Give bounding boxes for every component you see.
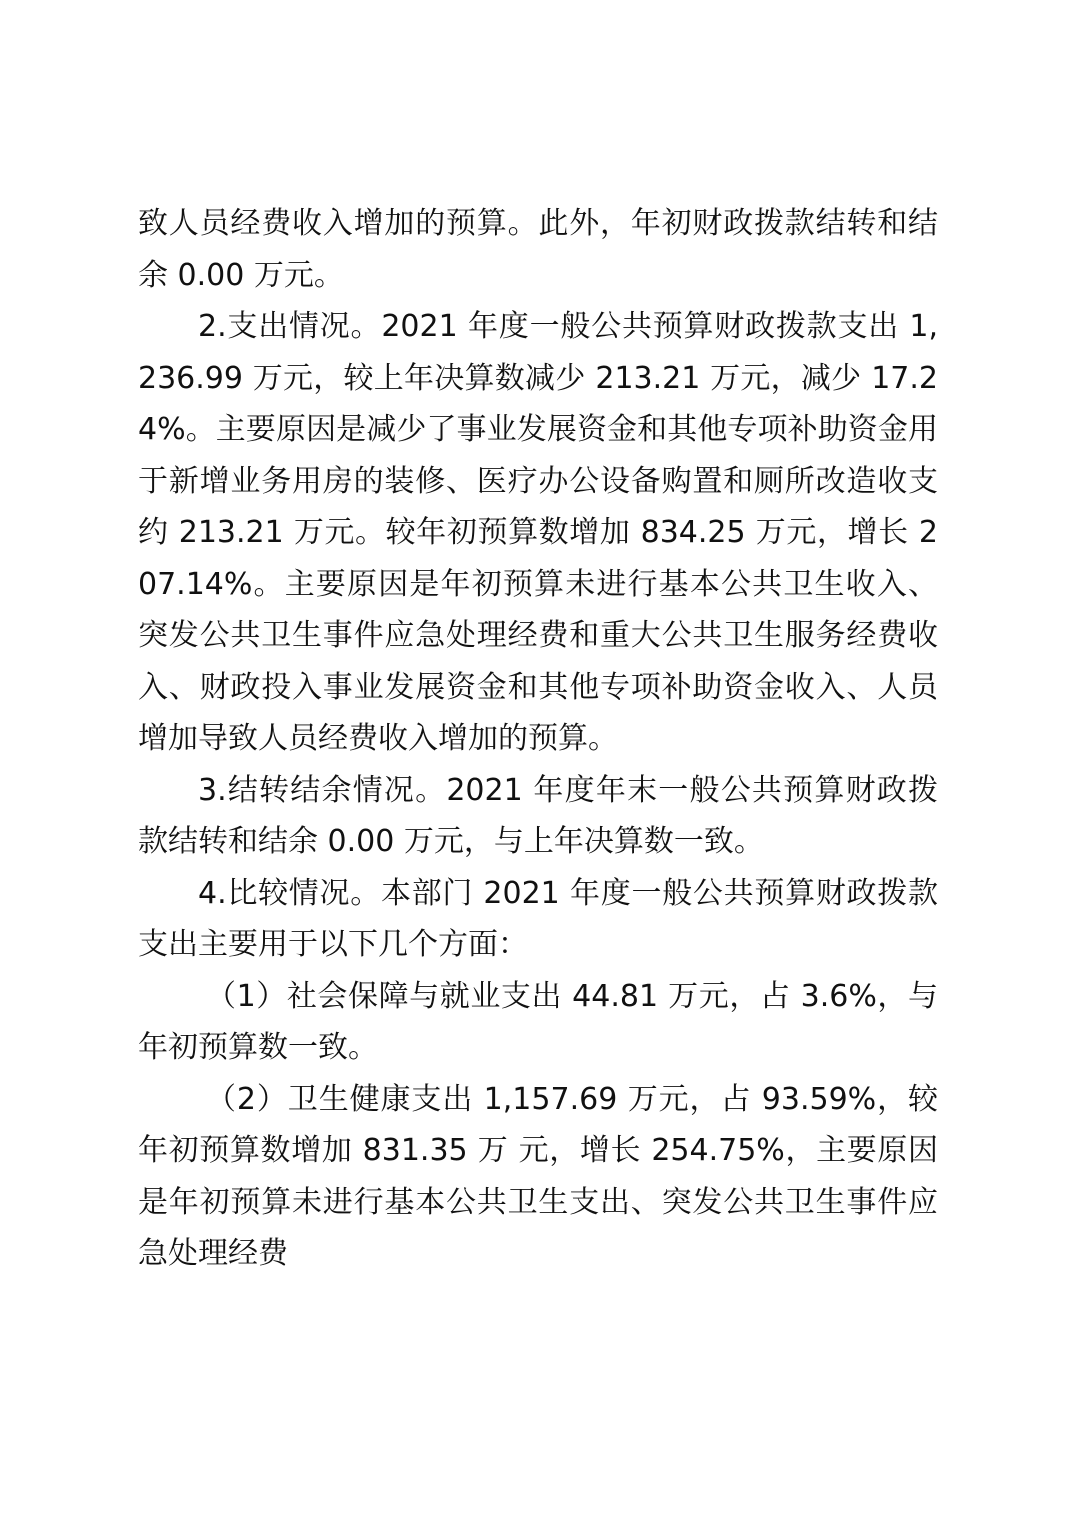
paragraph-item-1: （1）社会保障与就业支出 44.81 万元，占 3.6%，与年初预算数一致。 (138, 978, 938, 1065)
paragraph-expenditure: 2.支出情况。2021 年度一般公共预算财政拨款支出 1,236.99 万元，较上年决算数减少 213.21 万元，减少 17.24%。主要原因是减少了事业发展资金和其他专项补助资金用于新增业务用房的装修、医疗办公设备购置和厕所改造收支约 213.21 万元。较年初预算数增加 834.25 万元，增长 207.14%。主要原因是年初预算未进行基本公共卫生收入、突发公共卫生事件应急处理经费和重大公共卫生服务经费收入、财政投入事业发展资金和其他专项补助资金收入、人员增加导致人员经费收入增加的预算。 (138, 309, 938, 756)
body-text (138, 198, 938, 1280)
paragraph-continued: 致人员经费收入增加的预算。此外，年初财政拨款结转和结余 0.00 万元。 (138, 206, 938, 293)
paragraph-comparison: 4.比较情况。本部门 2021 年度一般公共预算财政拨款支出主要用于以下几个方面： (138, 875, 938, 962)
paragraph-item-2: （2）卫生健康支出 1,157.69 万元，占 93.59%，较年初预算数增加 831.35 万 元，增长 254.75%，主要原因是年初预算未进行基本公共卫生支出、突发公共卫生事件应急处理经费 (138, 1081, 938, 1271)
paragraph-carryover: 3.结转结余情况。2021 年度年末一般公共预算财政拨款结转和结余 0.00 万元，与上年决算数一致。 (138, 772, 938, 859)
